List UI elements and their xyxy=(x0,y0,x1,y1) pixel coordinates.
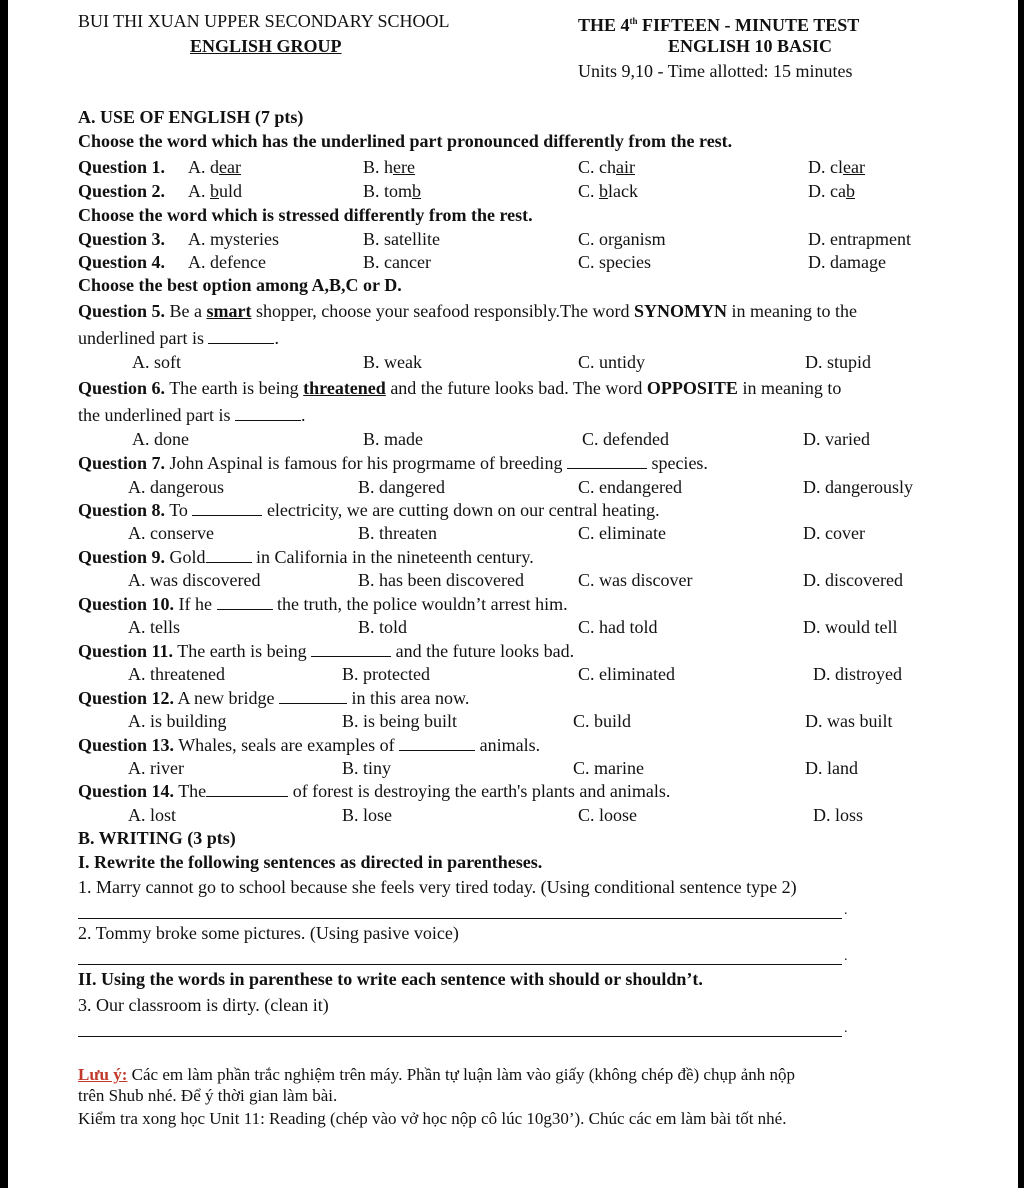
answer-blank[interactable] xyxy=(399,734,475,751)
answer-line-2-dot: . xyxy=(844,949,848,964)
question-7: Question 7. John Aspinal is famous for his progrmame of breeding species. xyxy=(78,453,708,473)
q7-option-c: C. endangered xyxy=(578,477,682,497)
q5-option-a: A. soft xyxy=(132,352,181,372)
q4-option-b: B. cancer xyxy=(363,252,431,272)
note-label: Lưu ý: xyxy=(78,1065,128,1084)
q6-line2: the underlined part is . xyxy=(78,405,306,425)
writing-part-2-instruction: II. Using the words in parenthese to write each sentence with should or shouldn’t. xyxy=(78,969,703,989)
answer-blank[interactable] xyxy=(208,327,274,344)
question-8: Question 8. To electricity, we are cutting down on our central heating. xyxy=(78,500,660,520)
q7-option-a: A. dangerous xyxy=(128,477,224,497)
answer-blank[interactable] xyxy=(311,640,391,657)
answer-line-3-dot: . xyxy=(844,1021,848,1036)
q2-option-c: C. black xyxy=(578,181,638,201)
answer-line-3[interactable] xyxy=(78,1036,842,1037)
question-3: Question 3. xyxy=(78,229,166,249)
q12-option-a: A. is building xyxy=(128,711,227,731)
question-6: Question 6. The earth is being threatened and the future looks bad. The word OPPOSITE in meaning to xyxy=(78,378,842,398)
q6-option-b: B. made xyxy=(363,429,423,449)
q12-option-b: B. is being built xyxy=(342,711,458,731)
q13-option-c: C. marine xyxy=(573,758,644,778)
writing-sentence-3: 3. Our classroom is dirty. (clean it) xyxy=(78,995,329,1015)
question-4: Question 4. xyxy=(78,252,166,272)
answer-line-1[interactable] xyxy=(78,918,842,919)
q3-option-b: B. satellite xyxy=(363,229,440,249)
note-line-2: trên Shub nhé. Để ý thời gian làm bài. xyxy=(78,1086,338,1105)
answer-line-1-dot: . xyxy=(844,903,848,918)
q8-option-b: B. threaten xyxy=(358,523,437,543)
q1-option-d: D. clear xyxy=(808,157,865,177)
school-name: BUI THI XUAN UPPER SECONDARY SCHOOL xyxy=(78,11,450,31)
answer-blank[interactable] xyxy=(567,452,647,469)
note-line-1: Lưu ý: Các em làm phần trắc nghiệm trên máy. Phần tự luận làm vào giấy (không chép đề) chụp ảnh nộp xyxy=(78,1065,796,1084)
question-14: Question 14. The of forest is destroying the earth's plants and animals. xyxy=(78,781,671,801)
q7-option-d: D. dangerously xyxy=(803,477,913,497)
question-2: Question 2. xyxy=(78,181,166,201)
q5-line2: underlined part is . xyxy=(78,328,279,348)
question-13: Question 13. Whales, seals are examples of animals. xyxy=(78,735,541,755)
q1-option-c: C. chair xyxy=(578,157,635,177)
q1-option-b: B. here xyxy=(363,157,415,177)
units-time: Units 9,10 - Time allotted: 15 minutes xyxy=(578,61,853,81)
q8-option-d: D. cover xyxy=(803,523,865,543)
q4-option-d: D. damage xyxy=(808,252,886,272)
question-1: Question 1. xyxy=(78,157,166,177)
q10-option-d: D. would tell xyxy=(803,617,898,637)
q11-option-b: B. protected xyxy=(342,664,430,684)
q3-option-d: D. entrapment xyxy=(808,229,911,249)
answer-blank[interactable] xyxy=(217,593,273,610)
q4-option-a: A. defence xyxy=(188,252,266,272)
q9-option-c: C. was discover xyxy=(578,570,693,590)
q11-option-a: A. threatened xyxy=(128,664,225,684)
q9-option-b: B. has been discovered xyxy=(358,570,524,590)
q10-option-c: C. had told xyxy=(578,617,658,637)
q1-option-a: A. dear xyxy=(188,157,241,177)
q12-option-d: D. was built xyxy=(805,711,893,731)
q7-option-b: B. dangered xyxy=(358,477,445,497)
question-11: Question 11. The earth is being and the future looks bad. xyxy=(78,641,575,661)
course-name: ENGLISH 10 BASIC xyxy=(668,36,833,56)
q11-option-c: C. eliminated xyxy=(578,664,675,684)
writing-sentence-2: 2. Tommy broke some pictures. (Using pasive voice) xyxy=(78,923,459,943)
q14-option-d: D. loss xyxy=(813,805,864,825)
q6-option-c: C. defended xyxy=(582,429,669,449)
answer-blank[interactable] xyxy=(235,404,301,421)
q8-option-a: A. conserve xyxy=(128,523,214,543)
writing-part-1-instruction: I. Rewrite the following sentences as directed in parentheses. xyxy=(78,852,543,872)
question-10: Question 10. If he the truth, the police wouldn’t arrest him. xyxy=(78,594,568,614)
q10-option-a: A. tells xyxy=(128,617,180,637)
q3-option-c: C. organism xyxy=(578,229,666,249)
instruction-best-option: Choose the best option among A,B,C or D. xyxy=(78,275,402,295)
q14-option-b: B. lose xyxy=(342,805,393,825)
q13-option-d: D. land xyxy=(805,758,858,778)
worksheet-page xyxy=(8,0,1018,1188)
answer-line-2[interactable] xyxy=(78,964,842,965)
answer-blank[interactable] xyxy=(206,546,252,563)
note-line-3: Kiểm tra xong học Unit 11: Reading (chép vào vở học nộp cô lúc 10g30’). Chúc các em làm bài tốt nhé. xyxy=(78,1109,787,1128)
q14-option-a: A. lost xyxy=(128,805,177,825)
group-name: ENGLISH GROUP xyxy=(190,36,342,56)
answer-blank[interactable] xyxy=(206,780,288,797)
q14-option-c: C. loose xyxy=(578,805,638,825)
instruction-stress: Choose the word which is stressed differently from the rest. xyxy=(78,205,533,225)
instruction-pronunciation: Choose the word which has the underlined part pronounced differently from the rest. xyxy=(78,131,733,151)
question-12: Question 12. A new bridge in this area now. xyxy=(78,688,470,708)
q13-option-b: B. tiny xyxy=(342,758,392,778)
q4-option-c: C. species xyxy=(578,252,651,272)
q5-option-c: C. untidy xyxy=(578,352,646,372)
q6-option-a: A. done xyxy=(132,429,189,449)
test-title: THE 4th FIFTEEN - MINUTE TEST xyxy=(578,15,860,35)
q2-option-a: A. buld xyxy=(188,181,243,201)
q11-option-d: D. distroyed xyxy=(813,664,902,684)
section-a-title: A. USE OF ENGLISH (7 pts) xyxy=(78,107,304,127)
q2-option-d: D. cab xyxy=(808,181,855,201)
q9-option-d: D. discovered xyxy=(803,570,903,590)
q5-option-d: D. stupid xyxy=(805,352,872,372)
q9-option-a: A. was discovered xyxy=(128,570,261,590)
q10-option-b: B. told xyxy=(358,617,408,637)
answer-blank[interactable] xyxy=(279,687,347,704)
answer-blank[interactable] xyxy=(192,499,262,516)
q8-option-c: C. eliminate xyxy=(578,523,666,543)
writing-sentence-1: 1. Marry cannot go to school because she feels very tired today. (Using conditional sentence type 2) xyxy=(78,877,797,897)
question-9: Question 9. Gold in California in the nineteenth century. xyxy=(78,547,534,567)
q6-option-d: D. varied xyxy=(803,429,870,449)
q5-option-b: B. weak xyxy=(363,352,422,372)
section-b-title: B. WRITING (3 pts) xyxy=(78,828,236,848)
q12-option-c: C. build xyxy=(573,711,632,731)
q3-option-a: A. mysteries xyxy=(188,229,279,249)
q13-option-a: A. river xyxy=(128,758,184,778)
q2-option-b: B. tomb xyxy=(363,181,422,201)
question-5: Question 5. Be a smart shopper, choose your seafood responsibly.The word SYNOMYN in meaning to the xyxy=(78,301,857,321)
